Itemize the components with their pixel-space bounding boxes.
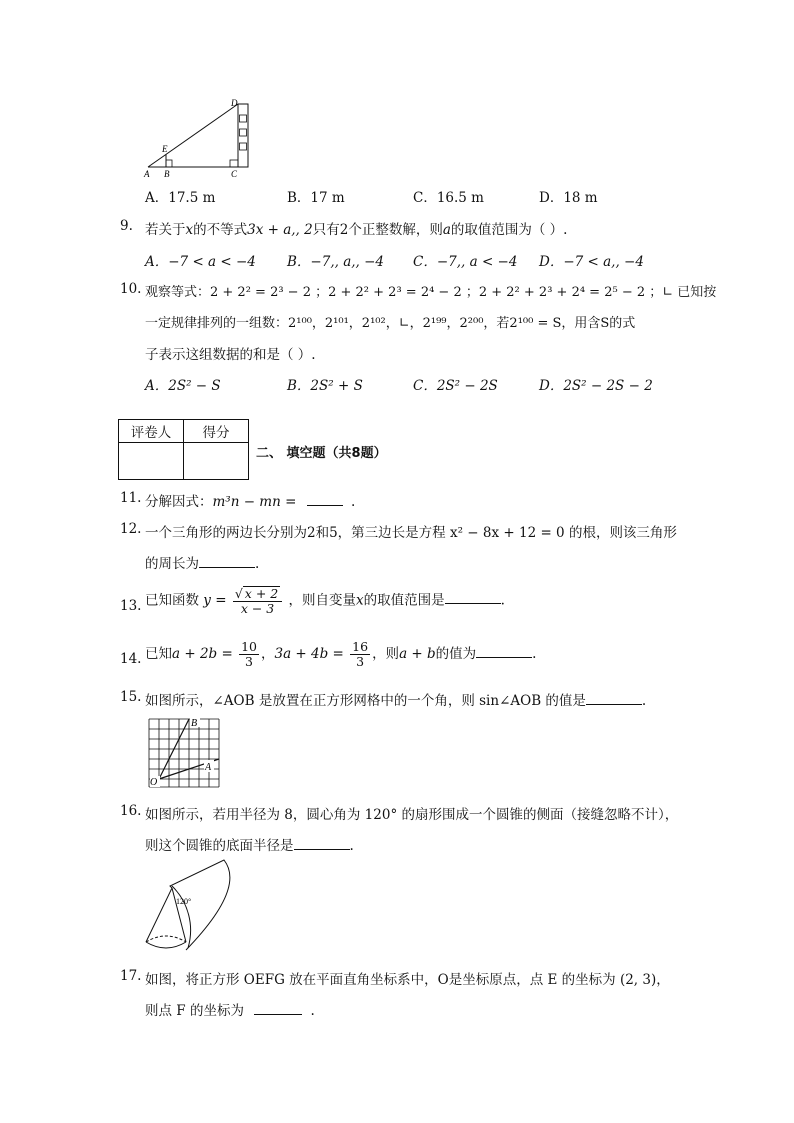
q9-text-b: 的不等式 <box>193 222 248 238</box>
q8-label-b: B <box>164 169 170 178</box>
q15-label-b: B <box>191 718 198 729</box>
q12-line2 <box>145 552 259 572</box>
q17-line1: 如图，将正方形 OEFG 放在平面直角坐标系中，O是坐标原点，点 E 的坐标为 (2, 3)， <box>145 972 670 988</box>
q10-option-a: A．2S² − S <box>145 378 221 394</box>
q9-var-a: a <box>442 222 451 238</box>
q14-text-b: ，则 <box>372 645 400 662</box>
q12-line1: 一个三角形的两边长分别为2和5，第三边长是方程 x² − 8x + 12 = 0 的根，则该三角形 <box>145 525 677 541</box>
q8-figure <box>140 96 260 178</box>
q12-number: 12. <box>120 521 142 537</box>
q9-text-c: 只有2个正整数解，则 <box>312 222 443 238</box>
q8-label-d: D <box>231 98 238 108</box>
q13-stem <box>145 586 505 616</box>
q13-lhs: y = <box>203 592 227 609</box>
q13-end: . <box>500 592 505 609</box>
q12-end: . <box>255 556 260 572</box>
q17-line2 <box>145 999 315 1019</box>
q15-grid-figure <box>146 716 222 790</box>
q10-line3: 子表示这组数据的和是（ ）. <box>145 347 316 363</box>
q14-eq2-lhs: 3a + 4b = <box>274 645 344 662</box>
q14-expression: a + b <box>399 645 436 662</box>
q8-label-a: A <box>144 169 150 178</box>
q14-eq2-numerator: 16 <box>352 639 369 654</box>
q11-end: . <box>351 494 356 510</box>
q14-eq1-lhs: a + 2b = <box>172 645 233 662</box>
q16-answer-blank[interactable] <box>294 837 350 850</box>
q15-number: 15. <box>120 689 142 705</box>
score-table-grader-header: 评卷人 <box>119 420 184 443</box>
q14-eq1-fraction <box>239 640 259 669</box>
q8-label-c: C <box>231 169 238 178</box>
q14-eq2-fraction <box>350 640 370 669</box>
q8-option-a: A．17.5 m <box>145 190 216 206</box>
q13-text-b: ，则自变量 <box>288 592 357 609</box>
q15-end: . <box>641 693 647 709</box>
q16-number: 16. <box>120 803 142 819</box>
q10-line2: 一定规律排列的一组数：2¹⁰⁰，2¹⁰¹，2¹⁰²，∟，2¹⁹⁹，2²⁰⁰，若2¹⁰⁰ = S，用含S的式 <box>145 316 636 331</box>
q8-option-b: B．17 m <box>287 190 345 206</box>
q16-cone-figure <box>138 858 248 958</box>
q17-answer-blank[interactable] <box>254 1002 302 1015</box>
q17-text: 则点 F 的坐标为 <box>145 1003 244 1019</box>
q11-answer-blank[interactable] <box>307 493 343 506</box>
q13-number: 13. <box>120 598 142 614</box>
q13-var: x <box>356 592 364 609</box>
q15-label-a: A <box>205 762 212 773</box>
q8-option-c: C．16.5 m <box>413 190 484 206</box>
score-table-score-header: 得分 <box>184 420 249 443</box>
score-table-score-cell[interactable] <box>184 443 249 480</box>
q13-numerator: x + 2 <box>244 586 279 601</box>
q10-line1: 观察等式：2 + 2² = 2³ − 2 ；2 + 2² + 2³ = 2⁴ − 2 ；2 + 2² + 2³ + 2⁴ = 2⁵ − 2 ；∟ 已知按 <box>145 285 717 300</box>
q8-label-e: E <box>162 144 168 154</box>
q15-answer-blank[interactable] <box>586 692 642 705</box>
q9-text-a: 若关于 <box>145 222 186 238</box>
q9-text-d: 的取值范围为（ ）. <box>450 222 568 238</box>
q9-number: 9. <box>120 218 133 234</box>
q17-end: . <box>310 1003 315 1019</box>
q10-option-d: D．2S² − 2S − 2 <box>539 378 653 394</box>
q9-var-x: x <box>185 222 194 238</box>
q14-text-a: 已知 <box>145 645 172 662</box>
q9-option-a: A．−7 < a < −4 <box>145 254 256 270</box>
q9-stem <box>145 218 567 238</box>
score-table <box>118 419 249 480</box>
q13-text-c: 的取值范围是 <box>363 592 445 609</box>
q14-separator: ， <box>260 645 275 662</box>
q15-stem <box>145 689 646 709</box>
q16-text: 则这个圆锥的底面半径是 <box>145 838 294 854</box>
q11-expression: m³n − mn = <box>212 494 297 510</box>
q12-text: 的周长为 <box>145 556 199 572</box>
q10-option-c: C．2S² − 2S <box>413 378 498 394</box>
q16-angle-label: 120° <box>176 897 192 906</box>
q13-answer-blank[interactable] <box>445 591 501 604</box>
q9-option-b: B．−7,, a,, −4 <box>287 254 385 270</box>
q14-eq2-denominator: 3 <box>356 653 365 669</box>
q14-text-c: 的值为 <box>435 645 477 662</box>
q11-number: 11. <box>120 490 142 506</box>
q8-option-d: D．18 m <box>539 190 598 206</box>
q16-end: . <box>349 838 354 854</box>
q15-label-o: O <box>150 777 158 788</box>
q13-text-a: 已知函数 <box>145 592 199 609</box>
q13-denominator: x − 3 <box>240 600 275 616</box>
q9-option-c: C．−7,, a < −4 <box>413 254 518 270</box>
q11-text: 分解因式： <box>145 494 213 510</box>
q10-option-b: B．2S² + S <box>287 378 363 394</box>
q14-end: . <box>532 645 537 662</box>
q10-number: 10. <box>120 281 142 297</box>
q17-number: 17. <box>120 968 142 984</box>
q14-answer-blank[interactable] <box>476 645 532 658</box>
q12-answer-blank[interactable] <box>199 555 255 568</box>
q16-line2 <box>145 834 354 854</box>
q11-stem <box>145 490 355 510</box>
q14-stem <box>145 640 536 669</box>
score-table-grader-cell[interactable] <box>119 443 184 480</box>
section-2-title: 二、 填空题（共8题） <box>256 446 387 461</box>
q9-option-d: D．−7 < a,, −4 <box>539 254 644 270</box>
q14-eq1-denominator: 3 <box>245 653 253 669</box>
q13-fraction: $\frac{√ x + 2}{x - 3}$ <box>233 586 282 616</box>
q9-inequality: 3x + a,, 2 <box>247 222 313 238</box>
q15-text: 如图所示，∠AOB 是放置在正方形网格中的一个角，则 sin∠AOB 的值是 <box>145 693 586 709</box>
q16-line1: 如图所示，若用半径为 8，圆心角为 120° 的扇形围成一个圆锥的侧面（接缝忽略不计）， <box>145 807 679 823</box>
q14-eq1-numerator: 10 <box>241 639 257 654</box>
q14-number: 14. <box>120 651 142 667</box>
